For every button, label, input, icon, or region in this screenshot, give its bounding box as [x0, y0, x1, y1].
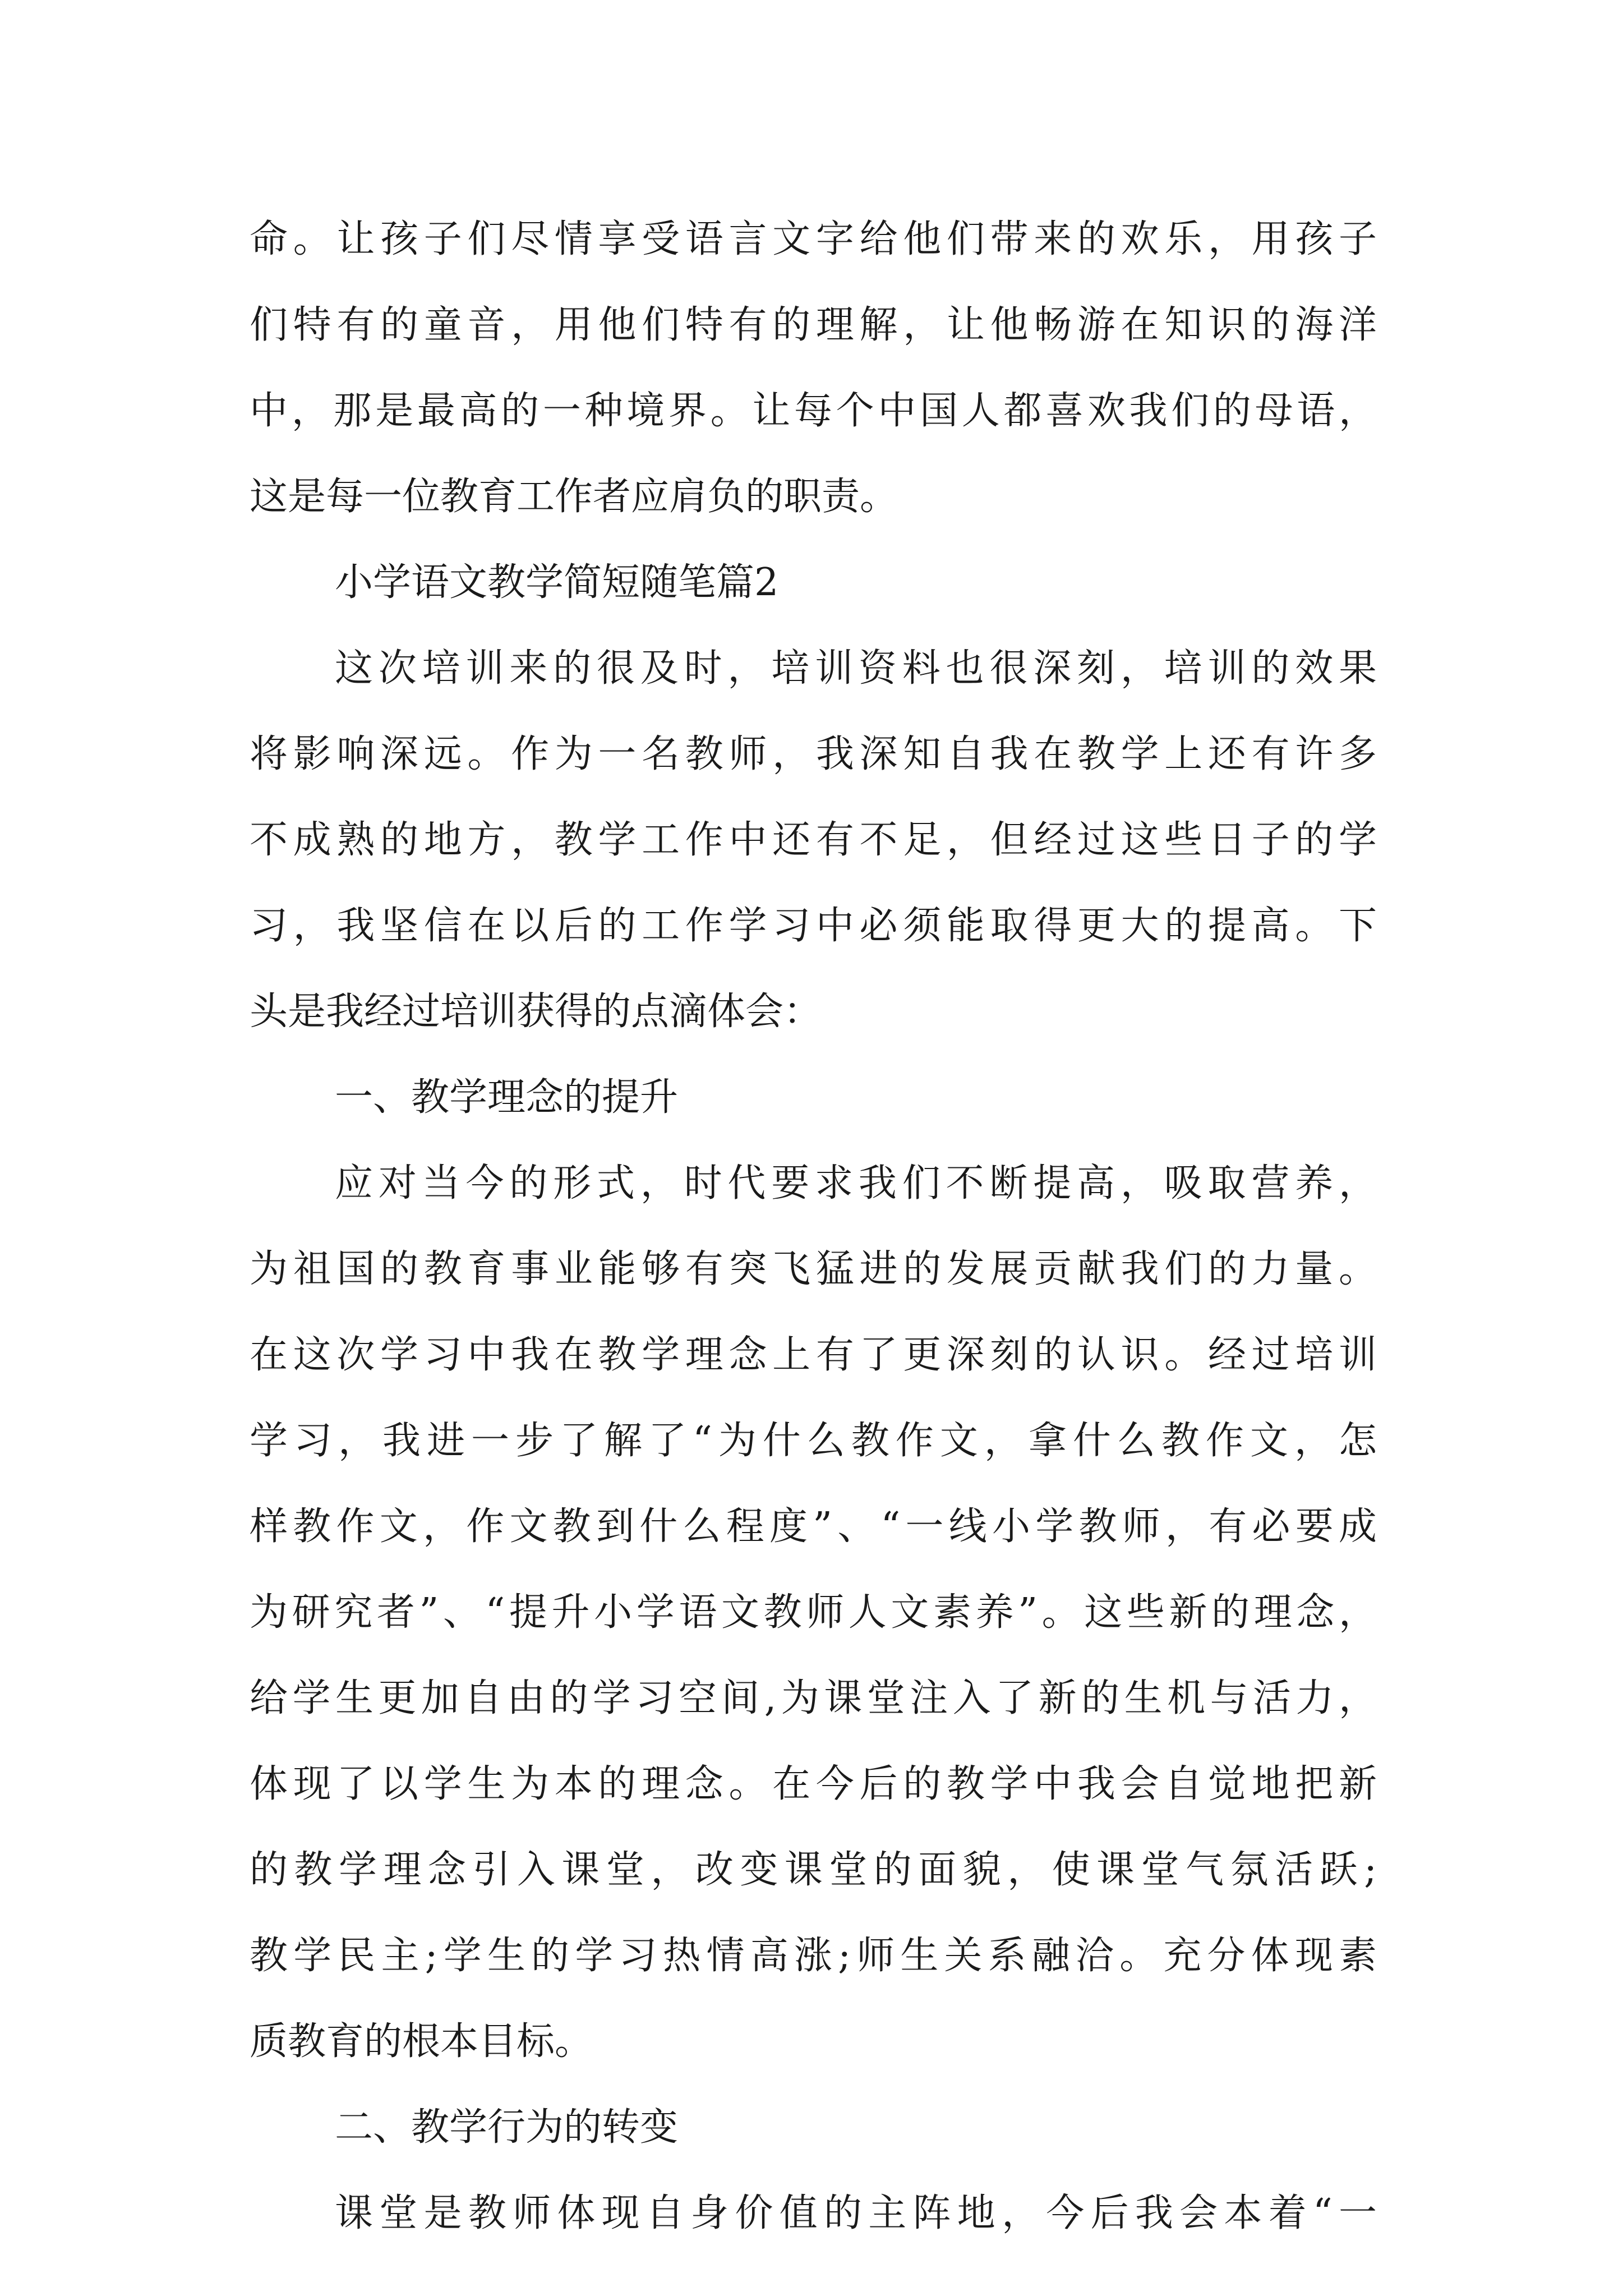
text-line: 头是我经过培训获得的点滴体会： [250, 990, 822, 1034]
text-line: 课堂是教师体现自身价值的主阵地，今后我会本着“一 [335, 2191, 1377, 2235]
text-line: 将影响深远。作为一名教师，我深知自我在教学上还有许多 [250, 732, 1377, 776]
text-line: 应对当今的形式，时代要求我们不断提高，吸取营养， [335, 1161, 1377, 1205]
document-body [250, 196, 1377, 2256]
text-line: 学习，我进一步了解了“为什么教作文，拿什么教作文，怎 [250, 1419, 1377, 1463]
text-line: 习，我坚信在以后的工作学习中必须能取得更大的提高。下 [250, 904, 1377, 948]
text-line: 这是每一位教育工作者应肩负的职责。 [250, 475, 898, 519]
text-line: 中，那是最高的一种境界。让每个中国人都喜欢我们的母语， [250, 389, 1377, 433]
text-line: 教学民主;学生的学习热情高涨;师生关系融洽。充分体现素 [250, 1934, 1377, 1978]
section-title: 小学语文教学简短随笔篇2 [335, 560, 779, 605]
subsection-heading: 一、教学理念的提升 [335, 1075, 679, 1120]
text-line: 质教育的根本目标。 [250, 2019, 593, 2064]
subsection-heading: 二、教学行为的转变 [335, 2105, 679, 2150]
text-line: 体现了以学生为本的理念。在今后的教学中我会自觉地把新 [250, 1762, 1377, 1806]
text-line: 给学生更加自由的学习空间,为课堂注入了新的生机与活力， [250, 1676, 1377, 1720]
text-line: 命。让孩子们尽情享受语言文字给他们带来的欢乐，用孩子 [250, 217, 1377, 261]
text-line: 不成熟的地方，教学工作中还有不足，但经过这些日子的学 [250, 818, 1377, 862]
text-line: 样教作文，作文教到什么程度”、“一线小学教师，有必要成 [250, 1504, 1377, 1549]
text-line: 为研究者”、“提升小学语文教师人文素养”。这些新的理念， [250, 1590, 1377, 1635]
text-line: 在这次学习中我在教学理念上有了更深刻的认识。经过培训 [250, 1333, 1377, 1377]
text-line: 为祖国的教育事业能够有突飞猛进的发展贡献我们的力量。 [250, 1247, 1377, 1291]
text-line: 们特有的童音，用他们特有的理解，让他畅游在知识的海洋 [250, 303, 1377, 347]
text-line: 的教学理念引入课堂，改变课堂的面貌，使课堂气氛活跃; [250, 1848, 1377, 1892]
text-line: 这次培训来的很及时，培训资料也很深刻，培训的效果 [335, 646, 1377, 691]
